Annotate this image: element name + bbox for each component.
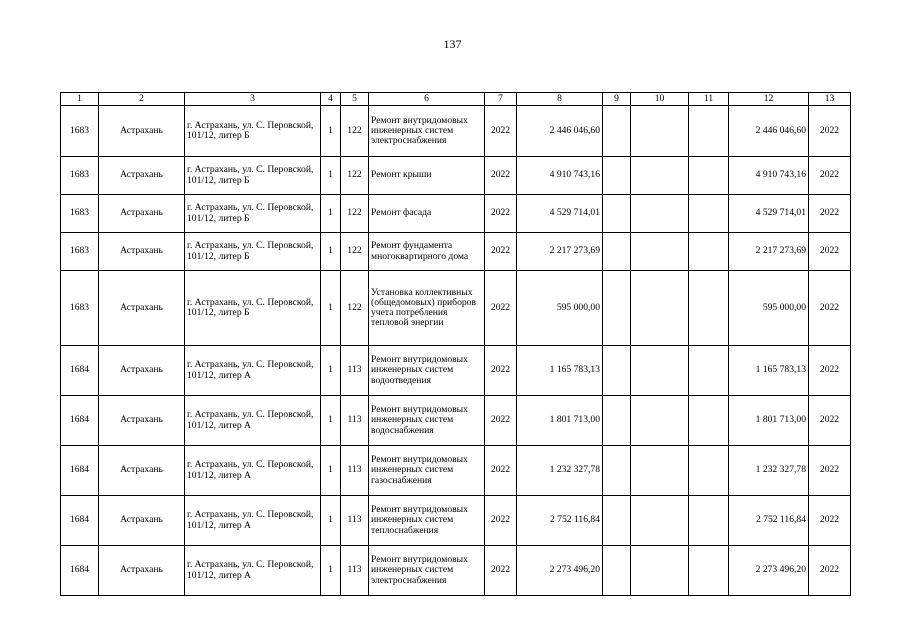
column-header: 7	[485, 93, 517, 106]
cell-col11	[689, 446, 729, 496]
column-header: 9	[603, 93, 631, 106]
cell-col4: 1	[321, 446, 341, 496]
cell-city: Астрахань	[99, 546, 185, 596]
cell-col10	[631, 106, 689, 157]
table-row	[61, 271, 851, 346]
cell-object-number: 1684	[61, 396, 99, 446]
cell-total-cost: 2 273 496,20	[517, 546, 603, 596]
cell-object-number: 1684	[61, 546, 99, 596]
cell-city: Астрахань	[99, 496, 185, 546]
cell-year: 2022	[485, 546, 517, 596]
cell-address: г. Астрахань, ул. С. Перовской, 101/12, литер А	[185, 396, 321, 446]
cell-col11	[689, 396, 729, 446]
cell-year: 2022	[485, 346, 517, 396]
cell-address: г. Астрахань, ул. С. Перовской, 101/12, литер Б	[185, 233, 321, 271]
cell-col4: 1	[321, 396, 341, 446]
column-header: 10	[631, 93, 689, 106]
cell-col13-year: 2022	[809, 233, 851, 271]
cell-year: 2022	[485, 195, 517, 233]
cell-col11	[689, 195, 729, 233]
cell-col5: 113	[341, 446, 369, 496]
cell-col4: 1	[321, 106, 341, 157]
column-header: 1	[61, 93, 99, 106]
cell-col10	[631, 446, 689, 496]
cell-col11	[689, 546, 729, 596]
table-row	[61, 233, 851, 271]
cell-col9	[603, 271, 631, 346]
cell-work-type: Ремонт фасада	[369, 195, 485, 233]
cell-object-number: 1683	[61, 106, 99, 157]
cell-object-number: 1684	[61, 446, 99, 496]
column-header: 2	[99, 93, 185, 106]
cell-total-cost: 2 446 046,60	[517, 106, 603, 157]
cell-col4: 1	[321, 346, 341, 396]
cell-col5: 122	[341, 233, 369, 271]
cell-address: г. Астрахань, ул. С. Перовской, 101/12, литер А	[185, 346, 321, 396]
table-row	[61, 195, 851, 233]
cell-city: Астрахань	[99, 233, 185, 271]
column-header: 8	[517, 93, 603, 106]
cell-col10	[631, 396, 689, 446]
cell-col9	[603, 346, 631, 396]
cell-address: г. Астрахань, ул. С. Перовской, 101/12, литер А	[185, 546, 321, 596]
cell-work-type: Установка коллективных (общедомовых) приборов учета потребления тепловой энергии	[369, 271, 485, 346]
column-header: 3	[185, 93, 321, 106]
cell-col9	[603, 446, 631, 496]
cell-object-number: 1683	[61, 271, 99, 346]
header-row	[61, 93, 851, 106]
cell-col5: 122	[341, 157, 369, 195]
table-row	[61, 546, 851, 596]
cell-city: Астрахань	[99, 157, 185, 195]
cell-col9	[603, 496, 631, 546]
cell-col9	[603, 157, 631, 195]
cell-work-type: Ремонт крыши	[369, 157, 485, 195]
column-header: 5	[341, 93, 369, 106]
cell-col12-cost: 2 273 496,20	[729, 546, 809, 596]
cell-col5: 122	[341, 271, 369, 346]
cell-work-type: Ремонт внутридомовых инженерных систем водоснабжения	[369, 396, 485, 446]
cell-col11	[689, 346, 729, 396]
cell-col11	[689, 496, 729, 546]
cell-address: г. Астрахань, ул. С. Перовской, 101/12, литер Б	[185, 195, 321, 233]
column-header: 4	[321, 93, 341, 106]
page-number: 137	[443, 37, 462, 51]
cell-col10	[631, 546, 689, 596]
cell-col10	[631, 496, 689, 546]
cell-col9	[603, 546, 631, 596]
cell-city: Астрахань	[99, 396, 185, 446]
table-row	[61, 396, 851, 446]
cell-address: г. Астрахань, ул. С. Перовской, 101/12, литер Б	[185, 106, 321, 157]
cell-year: 2022	[485, 496, 517, 546]
table-row	[61, 496, 851, 546]
cell-col10	[631, 157, 689, 195]
cell-address: г. Астрахань, ул. С. Перовской, 101/12, литер Б	[185, 271, 321, 346]
cell-col12-cost: 4 910 743,16	[729, 157, 809, 195]
cell-total-cost: 1 165 783,13	[517, 346, 603, 396]
cell-col13-year: 2022	[809, 157, 851, 195]
table-row	[61, 157, 851, 195]
cell-total-cost: 2 752 116,84	[517, 496, 603, 546]
cell-col13-year: 2022	[809, 446, 851, 496]
cell-col12-cost: 1 165 783,13	[729, 346, 809, 396]
cell-work-type: Ремонт фундамента многоквартирного дома	[369, 233, 485, 271]
cell-city: Астрахань	[99, 346, 185, 396]
column-header: 13	[809, 93, 851, 106]
cell-col12-cost: 2 752 116,84	[729, 496, 809, 546]
cell-object-number: 1683	[61, 157, 99, 195]
cell-col11	[689, 157, 729, 195]
cell-work-type: Ремонт внутридомовых инженерных систем электроснабжения	[369, 546, 485, 596]
cell-col10	[631, 233, 689, 271]
column-header: 12	[729, 93, 809, 106]
cell-total-cost: 2 217 273,69	[517, 233, 603, 271]
table-row	[61, 106, 851, 157]
cell-col12-cost: 1 232 327,78	[729, 446, 809, 496]
cell-col9	[603, 195, 631, 233]
cell-address: г. Астрахань, ул. С. Перовской, 101/12, литер Б	[185, 157, 321, 195]
cell-col12-cost: 1 801 713,00	[729, 396, 809, 446]
cell-col11	[689, 233, 729, 271]
cell-col5: 113	[341, 546, 369, 596]
cell-city: Астрахань	[99, 195, 185, 233]
cell-col4: 1	[321, 195, 341, 233]
cell-year: 2022	[485, 446, 517, 496]
table-row	[61, 346, 851, 396]
cell-object-number: 1683	[61, 233, 99, 271]
cell-city: Астрахань	[99, 106, 185, 157]
cell-total-cost: 4 910 743,16	[517, 157, 603, 195]
cell-total-cost: 1 801 713,00	[517, 396, 603, 446]
cell-col11	[689, 271, 729, 346]
cell-col12-cost: 595 000,00	[729, 271, 809, 346]
cell-work-type: Ремонт внутридомовых инженерных систем водоотведения	[369, 346, 485, 396]
cell-col13-year: 2022	[809, 271, 851, 346]
cell-col9	[603, 106, 631, 157]
cell-col4: 1	[321, 271, 341, 346]
cell-total-cost: 4 529 714,01	[517, 195, 603, 233]
cell-year: 2022	[485, 271, 517, 346]
cell-col11	[689, 106, 729, 157]
cell-col13-year: 2022	[809, 496, 851, 546]
cell-col12-cost: 4 529 714,01	[729, 195, 809, 233]
cell-year: 2022	[485, 233, 517, 271]
registry-table	[60, 92, 851, 596]
cell-col5: 113	[341, 396, 369, 446]
cell-col13-year: 2022	[809, 106, 851, 157]
cell-col4: 1	[321, 546, 341, 596]
cell-total-cost: 1 232 327,78	[517, 446, 603, 496]
cell-col10	[631, 271, 689, 346]
cell-year: 2022	[485, 106, 517, 157]
cell-object-number: 1684	[61, 496, 99, 546]
cell-work-type: Ремонт внутридомовых инженерных систем теплоснабжения	[369, 496, 485, 546]
cell-col13-year: 2022	[809, 346, 851, 396]
cell-col5: 113	[341, 346, 369, 396]
cell-city: Астрахань	[99, 446, 185, 496]
cell-work-type: Ремонт внутридомовых инженерных систем газоснабжения	[369, 446, 485, 496]
table-row	[61, 446, 851, 496]
column-header: 6	[369, 93, 485, 106]
cell-city: Астрахань	[99, 271, 185, 346]
cell-col13-year: 2022	[809, 195, 851, 233]
cell-total-cost: 595 000,00	[517, 271, 603, 346]
cell-year: 2022	[485, 157, 517, 195]
cell-col5: 113	[341, 496, 369, 546]
cell-col12-cost: 2 446 046,60	[729, 106, 809, 157]
cell-col13-year: 2022	[809, 396, 851, 446]
cell-col9	[603, 396, 631, 446]
cell-col9	[603, 233, 631, 271]
cell-object-number: 1683	[61, 195, 99, 233]
cell-col4: 1	[321, 496, 341, 546]
cell-year: 2022	[485, 396, 517, 446]
cell-col10	[631, 195, 689, 233]
cell-col12-cost: 2 217 273,69	[729, 233, 809, 271]
cell-col10	[631, 346, 689, 396]
cell-col5: 122	[341, 106, 369, 157]
cell-object-number: 1684	[61, 346, 99, 396]
cell-address: г. Астрахань, ул. С. Перовской, 101/12, литер А	[185, 496, 321, 546]
cell-col13-year: 2022	[809, 546, 851, 596]
cell-col4: 1	[321, 157, 341, 195]
cell-address: г. Астрахань, ул. С. Перовской, 101/12, литер А	[185, 446, 321, 496]
column-header: 11	[689, 93, 729, 106]
cell-work-type: Ремонт внутридомовых инженерных систем электроснабжения	[369, 106, 485, 157]
cell-col5: 122	[341, 195, 369, 233]
cell-col4: 1	[321, 233, 341, 271]
